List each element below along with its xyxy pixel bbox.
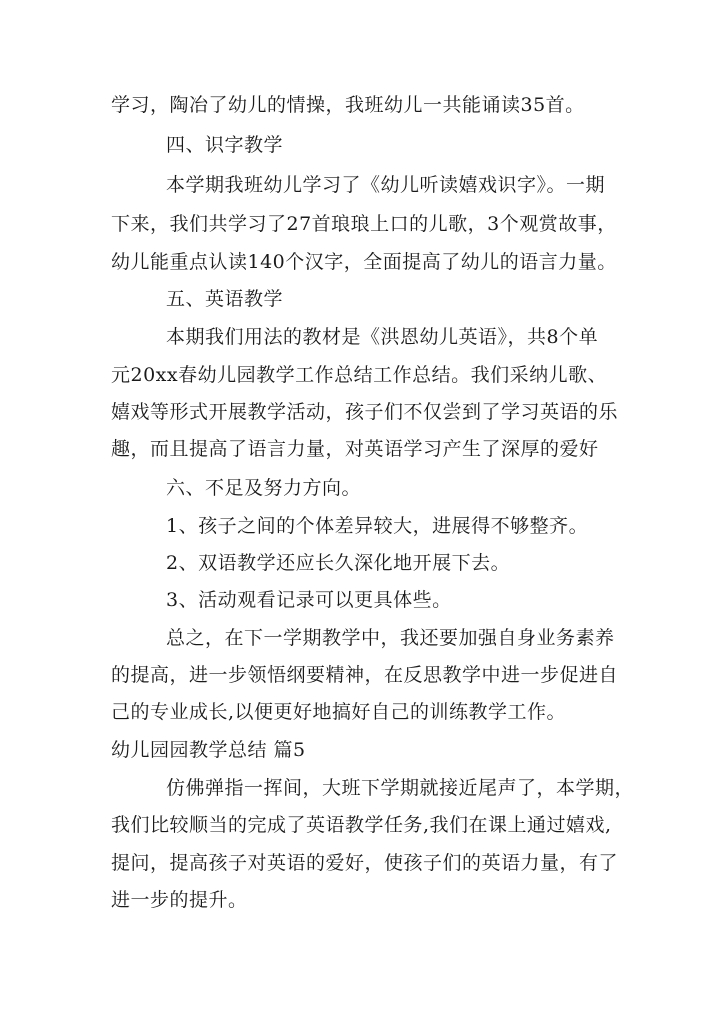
paragraph-line: 己的专业成长,以便更好地搞好自己的训练教学工作。 — [111, 701, 567, 723]
section-heading-literacy: 四、识字教学 — [166, 134, 284, 156]
paragraph-line: 仿佛弹指一挥间，大班下学期就接近尾声了，本学期， — [166, 777, 635, 799]
paragraph-line: 下来，我们共学习了27首琅琅上口的儿歌，3个观赏故事， — [111, 213, 617, 235]
section-heading-english: 五、英语教学 — [166, 288, 284, 310]
paragraph-line: 的提高，进一步领悟纲要精神，在反思教学中进一步促进自 — [111, 664, 619, 686]
list-item: 2、双语教学还应长久深化地开展下去。 — [166, 552, 511, 574]
section-heading-shortcomings: 六、不足及努力方向。 — [166, 477, 362, 499]
paragraph-line: 总之，在下一学期教学中，我还要加强自身业务素养 — [166, 627, 615, 649]
paragraph-line: 嬉戏等形式开展教学活动，孩子们不仅尝到了学习英语的乐 — [111, 401, 619, 423]
paragraph-line: 元20xx春幼儿园教学工作总结工作总结。我们采纳儿歌、 — [111, 364, 608, 386]
paragraph-line: 进一步的提升。 — [111, 889, 248, 911]
paragraph-line: 提问，提高孩子对英语的爱好，使孩子们的英语力量，有了 — [111, 852, 619, 874]
paragraph-line: 趣，而且提高了语言力量，对英语学习产生了深厚的爱好 — [111, 438, 599, 460]
article-title: 幼儿园园教学总结 篇5 — [111, 739, 306, 761]
list-item: 1、孩子之间的个体差异较大，进展得不够整齐。 — [166, 515, 589, 537]
paragraph-line: 学习，陶冶了幼儿的情操，我班幼儿一共能诵读35首。 — [111, 94, 585, 116]
paragraph-line: 本学期我班幼儿学习了《幼儿听读嬉戏识字》。一期 — [166, 174, 606, 196]
paragraph-line: 我们比较顺当的完成了英语教学任务,我们在课上通过嬉戏, — [111, 814, 612, 836]
paragraph-line: 本期我们用法的教材是《洪恩幼儿英语》，共8个单 — [166, 326, 599, 348]
paragraph-line: 幼儿能重点认读140个汉字，全面提高了幼儿的语言力量。 — [111, 251, 617, 273]
list-item: 3、活动观看记录可以更具体些。 — [166, 589, 452, 611]
